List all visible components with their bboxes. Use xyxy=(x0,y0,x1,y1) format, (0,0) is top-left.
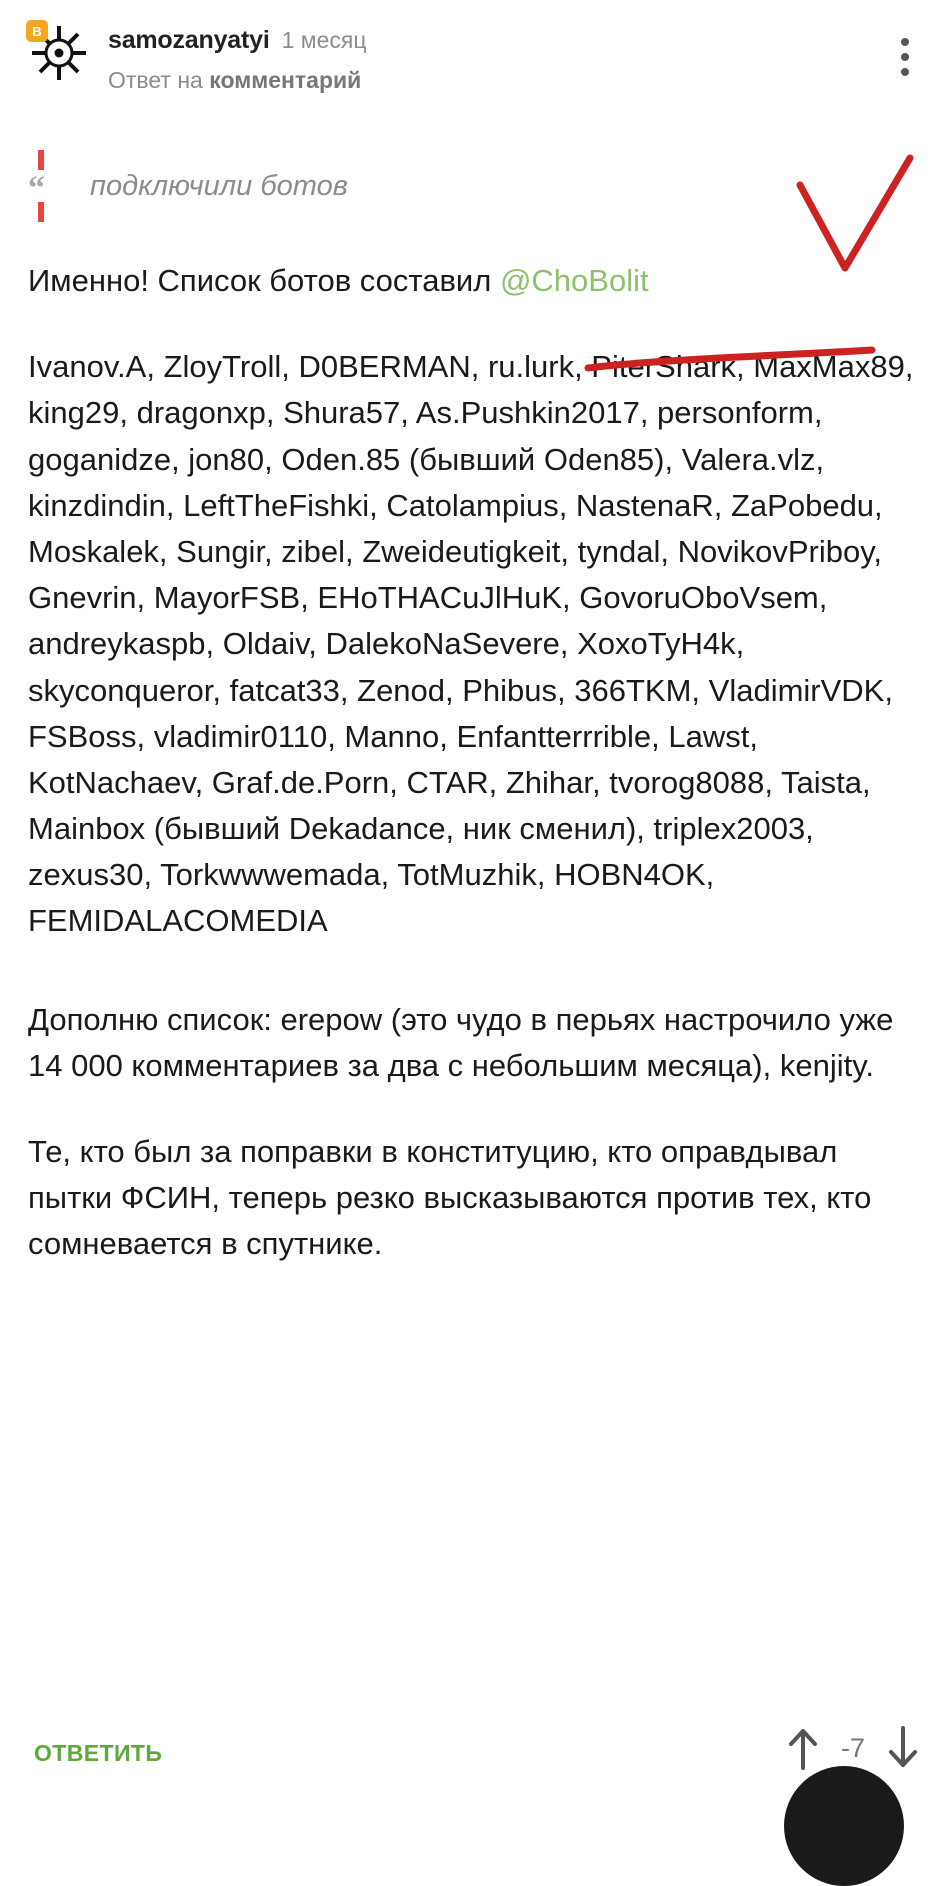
mention-wrapper xyxy=(500,258,649,304)
arrow-up-icon[interactable] xyxy=(786,1724,820,1772)
kebab-dot-2 xyxy=(901,53,909,61)
reply-context xyxy=(108,67,367,94)
paragraph-bot-list: Ivanov.A, ZloyTroll, D0BERMAN, ru.lurk, PiterShark, MaxMax89, king29, dragonxp, Shura57, As.Pushkin2017, personform, goganidze, jon80, Oden.85 (бывший Oden85), Valera.vlz, kinzdindin, LeftTheFishki, Catolampius, NastenaR, ZaPobedu, Moskalek, Sungir, zibel, Zweideutigkeit, tyndal, NovikovPriboy, Gnevrin, MayorFSB, EHoTHACuJlHuK, GovoruOboVsem, andreykaspb, Oldaiv, DalekoNaSevere, XoxoTyH4k, skyconqueror, fatcat33, Zenod, Phibus, 366TKM, VladimirVDK, FSBoss, vladimir0110, Manno, Enfantterrrible, Lawst, KotNachaev, Graf.de.Porn, CTAR, Zhihar, tvorog8088, Taista, Mainbox (бывший Dekadance, ник сменил), triplex2003, zexus30, Torkwwwemada, TotMuzhik, HOBN4OK, FEMIDALACOMEDIA xyxy=(28,349,914,939)
user-mention-link[interactable]: @ChoBolit xyxy=(499,263,649,298)
floating-action-button[interactable] xyxy=(784,1766,904,1886)
header-line-primary xyxy=(108,26,367,55)
quote-marker-icon xyxy=(28,150,62,222)
intro-text: Именно! Список ботов составил xyxy=(28,263,500,298)
reply-prefix: Ответ на xyxy=(108,67,210,93)
avatar[interactable] xyxy=(28,22,90,84)
avatar-badge: B xyxy=(26,20,48,42)
username[interactable]: samozanyatyi xyxy=(108,26,270,54)
arrow-down-icon[interactable] xyxy=(886,1724,920,1772)
paragraph-addition: Дополню список: erepow (это чудо в перьях настрочило уже 14 000 комментариев за два с небольшим месяца), kenjity. xyxy=(28,1001,894,1083)
score-value: -7 xyxy=(840,1732,865,1763)
reply-button[interactable]: ОТВЕТИТЬ xyxy=(34,1740,163,1766)
quoted-text-block xyxy=(0,150,944,222)
comment-body xyxy=(0,258,944,1268)
comment-footer xyxy=(0,1718,944,1828)
reply-target-link[interactable]: комментарий xyxy=(209,67,362,93)
quote-bar-top xyxy=(38,150,44,170)
quote-text: подключили ботов xyxy=(90,169,348,202)
comment-header xyxy=(0,0,944,94)
rating-controls xyxy=(786,1724,920,1772)
quote-glyph-icon: “ xyxy=(28,170,45,207)
kebab-menu-icon[interactable] xyxy=(900,38,910,76)
paragraph-conclusion: Те, кто был за поправки в конституцию, кто оправдывал пытки ФСИН, теперь резко высказываются против тех, кто сомневается в спутнике. xyxy=(28,1134,872,1262)
header-text xyxy=(108,22,367,94)
paragraph-intro xyxy=(28,258,916,304)
kebab-dot-3 xyxy=(901,68,909,76)
kebab-dot-1 xyxy=(901,38,909,46)
timestamp: 1 месяц xyxy=(281,27,367,53)
